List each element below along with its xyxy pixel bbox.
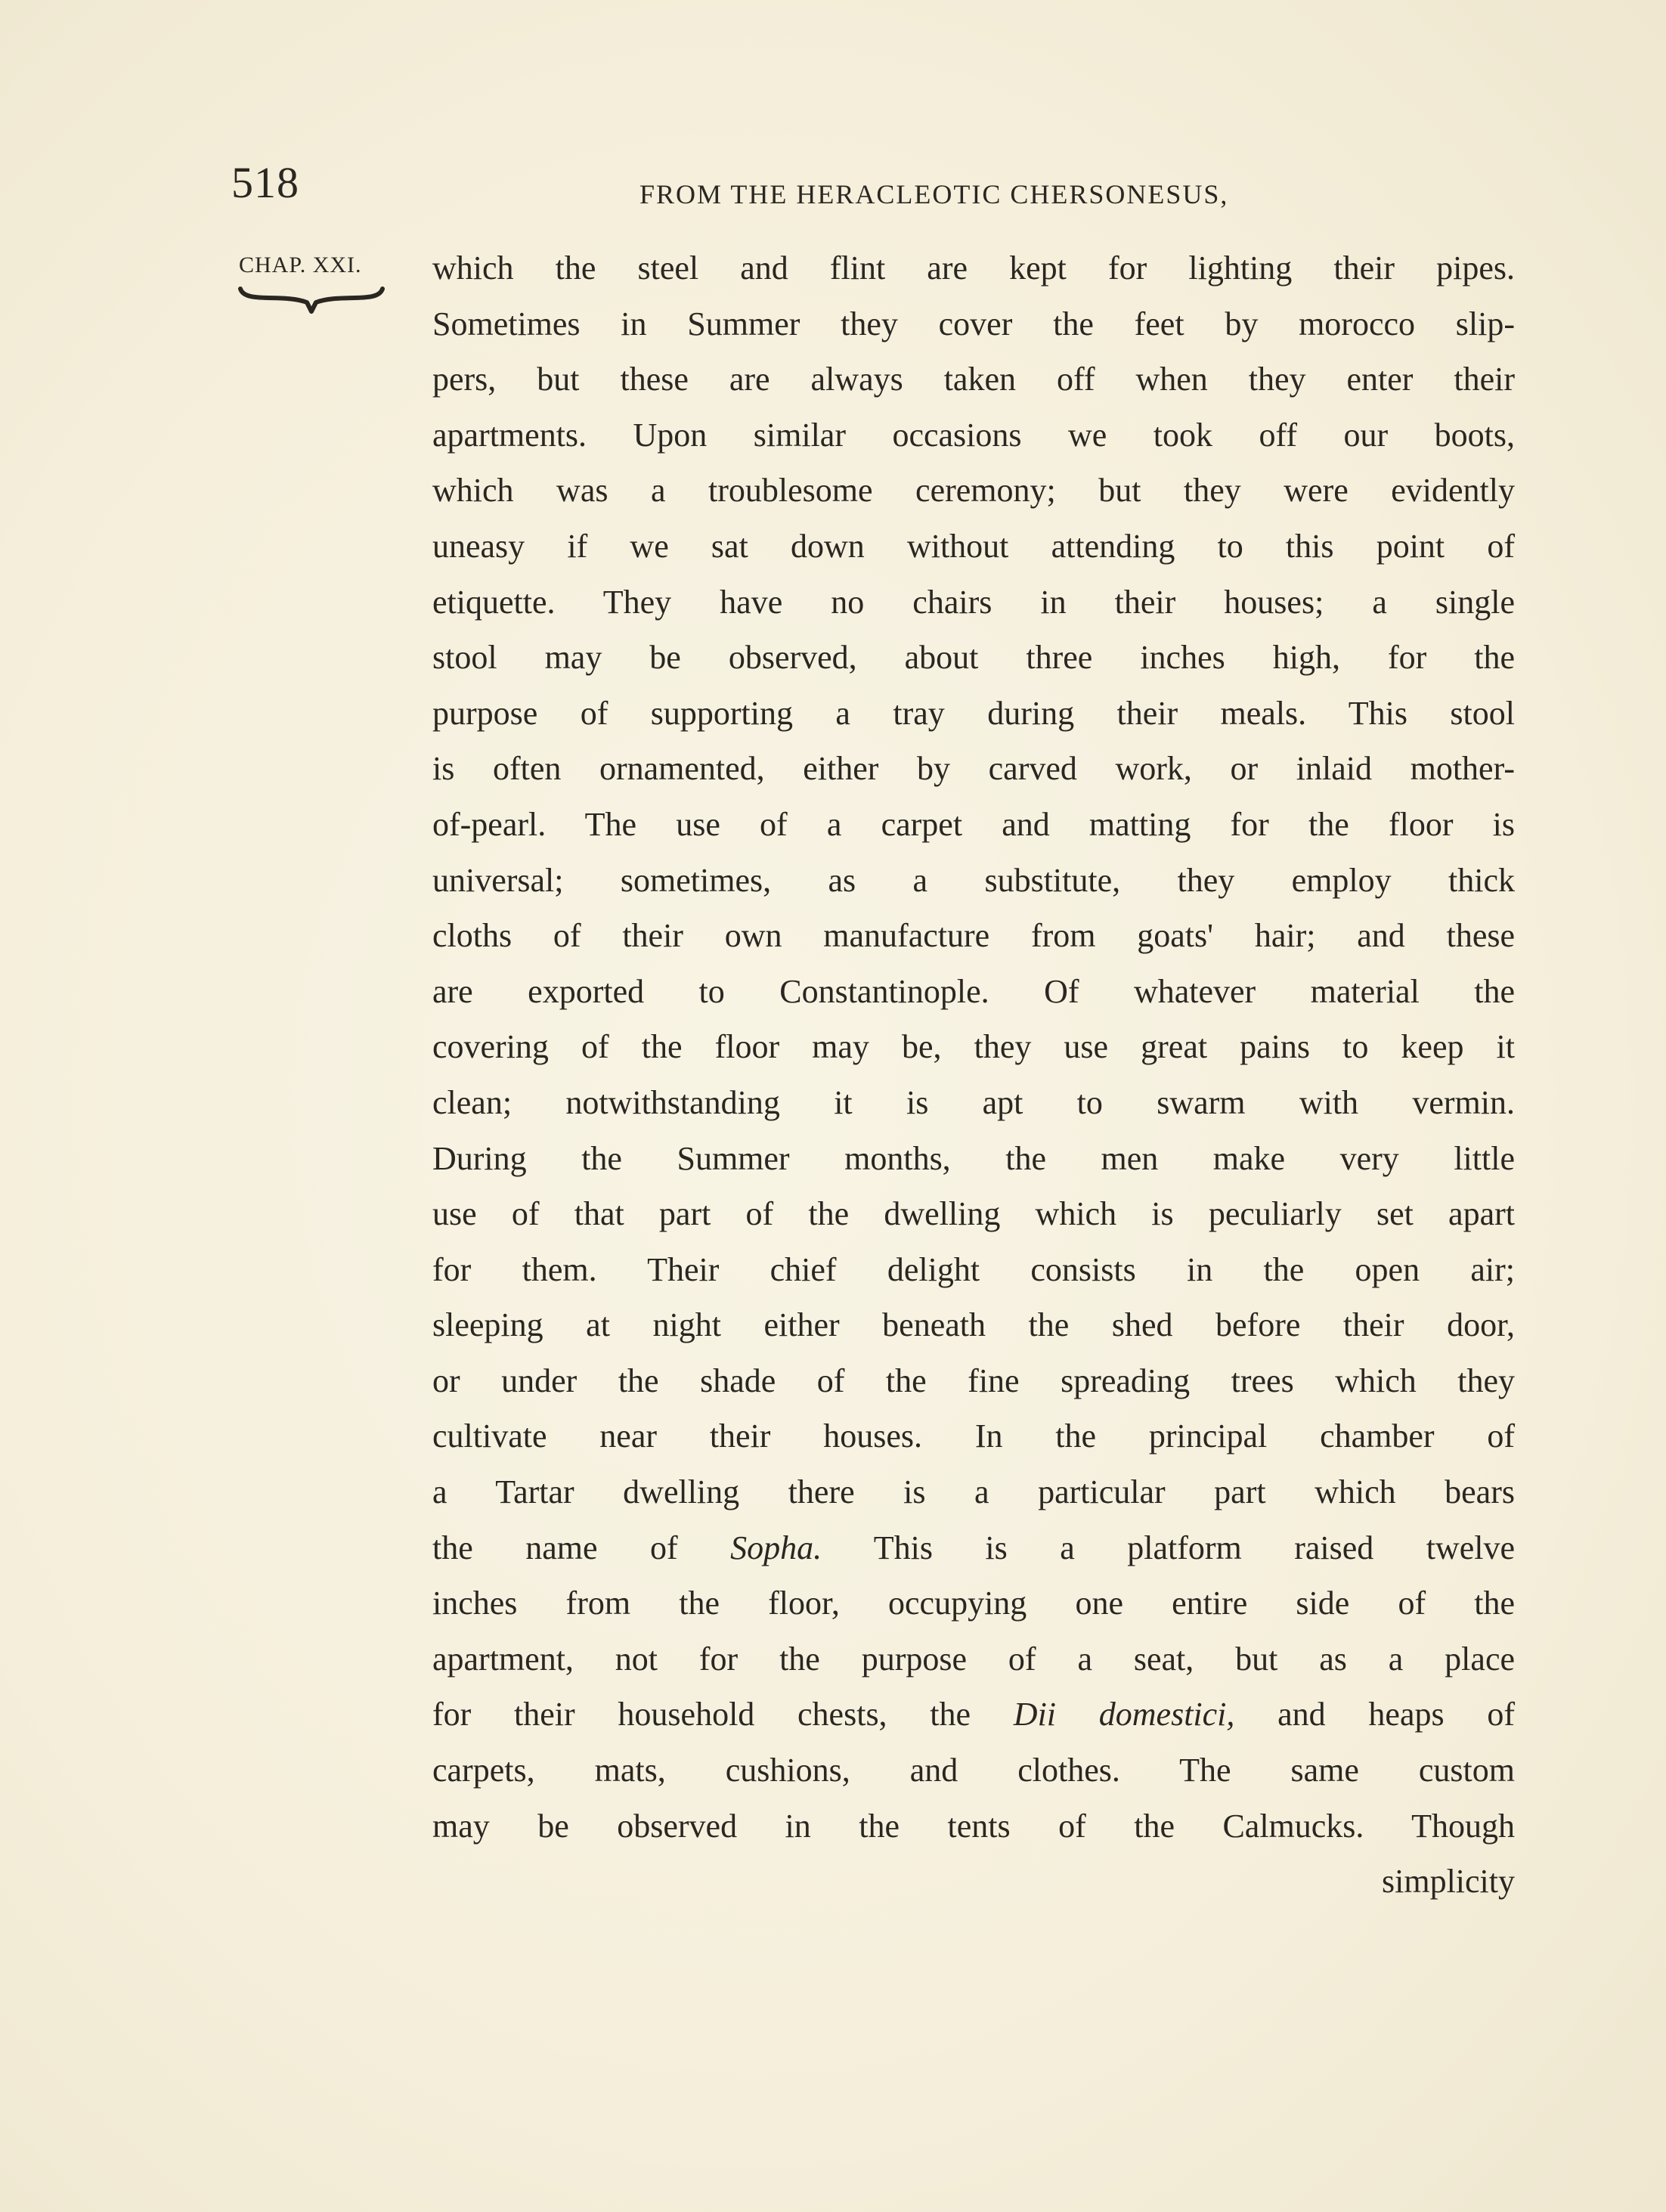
text-line: apartment, not for the purpose of a seat, but as a place [432,1640,1515,1678]
text-line: clean; notwithstanding it is apt to swarm with vermin. [432,1083,1515,1121]
text-line: may be observed in the tents of the Calmucks. Though [432,1807,1515,1845]
text-line: During the Summer months, the men make very little [432,1139,1515,1177]
text-line: for their household chests, the Dii domestici, and heaps of [432,1696,1515,1733]
text-line: use of that part of the dwelling which is peculiarly set apart [432,1195,1515,1233]
page-number: 518 [231,158,299,207]
text-line: apartments. Upon similar occasions we took off our boots, [432,416,1515,454]
text-line: carpets, mats, cushions, and clothes. The same custom [432,1752,1515,1789]
text-line: the name of Sopha. This is a platform raised twelve [432,1529,1515,1566]
text-line: a Tartar dwelling there is a particular part which bears [432,1473,1515,1511]
text-line: Sometimes in Summer they cover the feet by morocco slip- [432,305,1515,342]
text-line: sleeping at night either beneath the shed before their door, [432,1306,1515,1344]
text-line: cultivate near their houses. In the principal chamber of [432,1417,1515,1455]
text-line: are exported to Constantinople. Of whatever material the [432,972,1515,1010]
text-line: inches from the floor, occupying one entire side of the [432,1585,1515,1622]
italic-term-dii-domestici: Dii domestici, [1013,1696,1235,1733]
text-line: stool may be observed, about three inches high, for the [432,639,1515,677]
text-line: etiquette. They have no chairs in their houses; a single [432,583,1515,621]
text-line: purpose of supporting a tray during their meals. This stool [432,694,1515,732]
margin-note [239,252,390,316]
text-line: for them. Their chief delight consists in the open air; [432,1250,1515,1288]
text-line: which was a troublesome ceremony; but they were evidently [432,472,1515,510]
text-line: which the steel and flint are kept for lighting their pipes. [432,249,1515,287]
text-line: or under the shade of the fine spreading trees which they [432,1362,1515,1399]
italic-term-sopha: Sopha. [730,1529,822,1566]
brace-ornament-icon [237,286,386,316]
text-line: is often ornamented, either by carved work, or inlaid mother- [432,750,1515,788]
text-line: cloths of their own manufacture from goats' hair; and these [432,917,1515,955]
text-line: pers, but these are always taken off when they enter their [432,361,1515,398]
text-line: universal; sometimes, as a substitute, they employ thick [432,861,1515,899]
text-line: uneasy if we sat down without attending to this point of [432,527,1515,565]
chapter-label: CHAP. XXI. [239,252,362,277]
body-text [432,240,1515,1910]
text-line: covering of the floor may be, they use great pains to keep it [432,1028,1515,1066]
catchword: simplicity [1382,1863,1515,1901]
text-line: of-pearl. The use of a carpet and matting for the floor is [432,805,1515,843]
running-head: FROM THE HERACLEOTIC CHERSONESUS, [639,179,1229,209]
